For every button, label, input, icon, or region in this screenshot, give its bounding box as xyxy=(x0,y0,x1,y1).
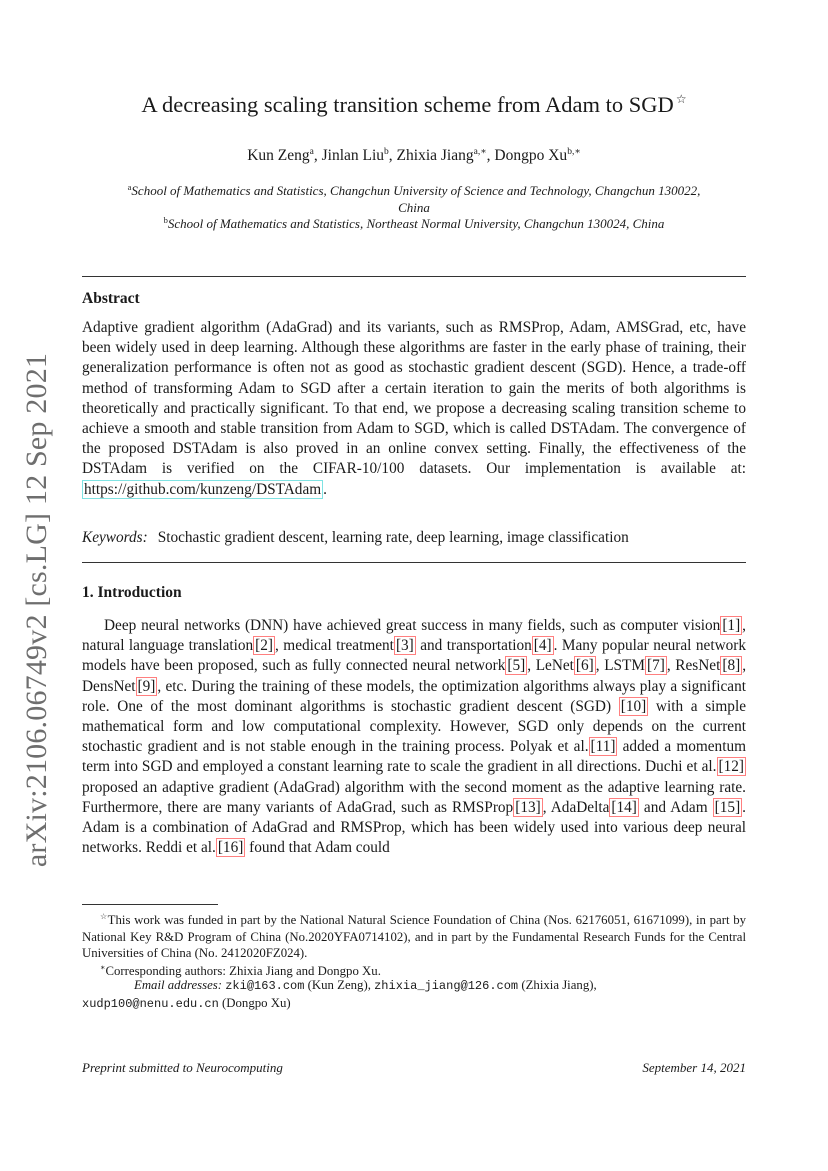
email-link[interactable]: zki@163.com xyxy=(225,979,305,993)
email-footnote xyxy=(82,977,746,1012)
github-link[interactable]: https://github.com/kunzeng/DSTAdam xyxy=(84,480,322,498)
affiliation-a xyxy=(82,179,746,216)
intro-text: with a simple mathematical form and low computational complexity. However, SGD only depends on the current stochastic gradient and is not stable enough in the training process. Polyak et al. xyxy=(82,697,746,756)
keywords xyxy=(82,529,629,547)
intro-text: Deep neural networks (DNN) have achieved great success in many fields, such as computer vision xyxy=(104,617,721,634)
intro-text: , DensNet xyxy=(82,657,747,695)
intro-text: found that Adam could xyxy=(245,839,390,857)
footer-date: September 14, 2021 xyxy=(642,1060,746,1075)
introduction-paragraph xyxy=(82,616,746,858)
citation-link[interactable]: [7] xyxy=(647,657,665,675)
citation-link[interactable]: [8] xyxy=(722,657,741,675)
affiliation-text: School of Mathematics and Statistics, Changchun University of Science and Technology, Changchun 130022, xyxy=(131,183,701,198)
intro-text: , LSTM xyxy=(595,657,646,675)
affiliation-b xyxy=(82,212,746,232)
citation-link[interactable]: [5] xyxy=(507,657,526,675)
citation-link[interactable]: [15] xyxy=(714,798,741,816)
email-owner: (Zhixia Jiang), xyxy=(518,978,597,992)
citation-link[interactable]: [11] xyxy=(590,738,616,756)
citation-link[interactable]: [13] xyxy=(515,798,541,816)
citation-link[interactable]: [1] xyxy=(722,617,741,634)
intro-text: , LeNet xyxy=(527,657,574,675)
intro-text: , AdaDelta xyxy=(542,798,610,816)
citation-link[interactable]: [4] xyxy=(533,637,552,655)
arxiv-side-identifier: arXiv:2106.06749v2 [cs.LG] 12 Sep 2021 xyxy=(20,352,53,868)
citation-link[interactable]: [3] xyxy=(395,637,414,655)
keywords-text: Stochastic gradient descent, learning rate, deep learning, image classification xyxy=(157,529,629,546)
abstract-end: . xyxy=(323,480,327,498)
top-rule xyxy=(82,276,746,277)
intro-text: . Many popular neural network models have been proposed, such as fully connected neural network xyxy=(82,637,747,675)
funding-footnote xyxy=(82,909,746,962)
email-owner: (Kun Zeng), xyxy=(304,978,375,992)
citation-link[interactable]: [2] xyxy=(255,637,274,655)
email-owner: (Dongpo Xu) xyxy=(218,995,291,1010)
author-affil-mark: a,∗ xyxy=(473,147,487,157)
footnote-star-icon: ☆ xyxy=(100,912,108,921)
page-footer xyxy=(82,1060,746,1076)
citation-link[interactable]: [14] xyxy=(611,798,637,816)
abstract-heading: Abstract xyxy=(82,290,140,307)
author-affil-mark: b,∗ xyxy=(567,147,581,157)
intro-text: , ResNet xyxy=(666,657,721,675)
affiliation-mark: a xyxy=(127,182,132,192)
citation-link[interactable]: [12] xyxy=(718,758,744,776)
intro-text: added a momentum term into SGD and employed a constant learning rate to scale the gradient in all directions. Duchi et al. xyxy=(82,738,746,776)
intro-text: , etc. During the training of these models, the optimization algorithms always play a significant role. One of the most dominant algorithms is stochastic gradient descent (SGD) xyxy=(82,677,746,715)
footnote-rule xyxy=(82,904,218,905)
affiliation-text: China xyxy=(398,200,430,215)
citation-link[interactable]: [6] xyxy=(575,657,594,675)
corresponding-text: Corresponding authors: Zhixia Jiang and Dongpo Xu. xyxy=(105,964,381,978)
funding-text: This work was funded in part by the National Natural Science Foundation of China (Nos. 62176051, 61671099), in part by National Key R&D Program of China (No.2020YFA0714102), and in part by the Fundamental Research Funds for the Central Universities of China (No. 2412020FZ024). xyxy=(82,913,746,960)
footnote-asterisk: ∗ xyxy=(100,963,106,972)
email-link[interactable]: xudp100@nenu.edu.cn xyxy=(82,996,219,1011)
intro-text: and transportation xyxy=(415,637,532,655)
section-heading: 1. Introduction xyxy=(82,584,182,601)
author-list: Kun Zeng$^a$, Jinlan Liu$^b$, Zhixia Jiang$^{a,∗}$, Dongpo $Xu^{b,∗}$ xyxy=(247,147,581,164)
footer-journal: Preprint submitted to Neurocomputing xyxy=(82,1060,283,1075)
email-label: Email addresses: xyxy=(134,978,223,992)
author-affil-mark: b xyxy=(384,147,389,157)
mid-rule xyxy=(82,562,746,563)
author-name[interactable]: Zhixia Jiang xyxy=(396,147,474,164)
email-link[interactable]: zhixia_jiang@126.com xyxy=(374,979,519,993)
intro-text: , natural language translation xyxy=(82,617,746,655)
abstract-body xyxy=(82,318,746,500)
affiliation-mark: b xyxy=(163,215,168,225)
citation-link[interactable]: [9] xyxy=(137,677,156,695)
keywords-label: Keywords: xyxy=(82,529,148,546)
intro-text: , medical treatment xyxy=(275,637,394,655)
author-affil-mark: a xyxy=(309,147,314,157)
intro-text: . Adam is a combination of AdaGrad and RMSProp, which has been widely used into various deep neural networks. Reddi et al. xyxy=(82,798,746,857)
author-name[interactable]: Dongpo Xu xyxy=(494,147,568,164)
intro-text: proposed an adaptive gradient (AdaGrad) algorithm with the second moment as the adaptive learning rate. Furthermore, there are many variants of AdaGrad, such as RMSProp xyxy=(82,778,746,816)
citation-link[interactable]: [10] xyxy=(620,697,647,715)
affiliation-text: School of Mathematics and Statistics, Northeast Normal University, Changchun 130024, China xyxy=(167,216,665,231)
citation-link[interactable]: [16] xyxy=(217,839,244,857)
author-name[interactable]: Kun Zeng xyxy=(247,147,310,164)
abstract-text: Adaptive gradient algorithm (AdaGrad) and its variants, such as RMSProp, Adam, AMSGrad, etc, have been widely used in deep learning. Although these algorithms are faster in the early phase of training, their generalization performance is often not as good as stochastic gradient descent (SGD). Hence, a trade-off method of transforming Adam to SGD after a certain iteration to gain the merits of both algorithms is theoretically and practically significant. To that end, we propose a decreasing scaling transition scheme to achieve a smooth and stable transition from Adam to SGD, which is called DSTAdam. The convergence of the proposed DSTAdam is also proved in an online convex setting. Finally, the effectiveness of the DSTAdam is verified on the CIFAR-10/100 datasets. Our implementation is available at: xyxy=(82,319,746,478)
title-text: A decreasing scaling transition scheme from Adam to SGD xyxy=(141,92,674,117)
author-name[interactable]: Jinlan Liu xyxy=(321,147,385,164)
intro-text: and Adam xyxy=(638,798,713,816)
paper-title xyxy=(82,92,746,118)
title-star-icon: ☆ xyxy=(675,92,687,106)
